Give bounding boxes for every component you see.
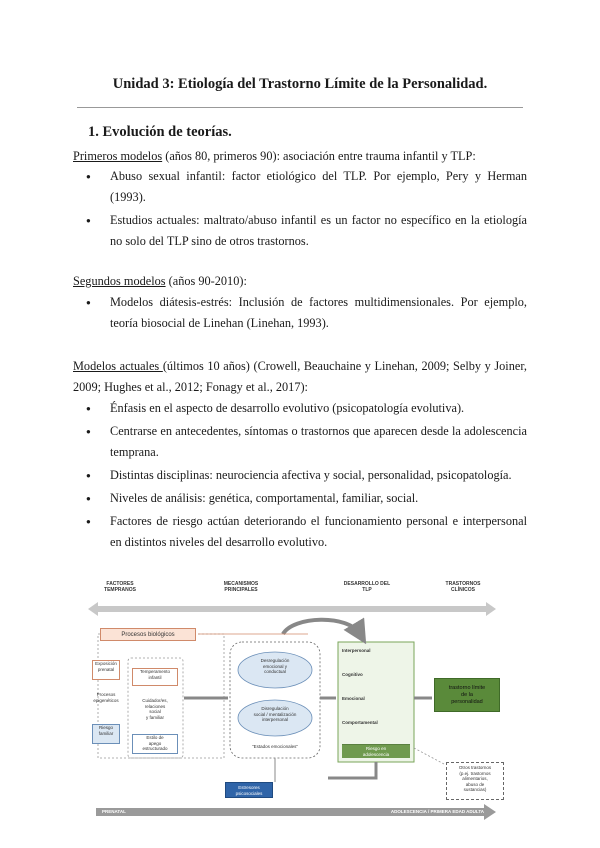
label-prenatal: PRENATAL [102,809,126,814]
list-item: ● Distintas disciplinas: neurociencia afectiva y social, personalidad, psicopatología. [83,465,527,486]
oval-caption: "Estados emocionales" [252,744,298,749]
box-exposicion: Exposición prenatal [92,660,120,680]
section-heading: 1. Evolución de teorías. [88,124,232,140]
col-label-mecanismos: MECANISMOS PRINCIPALES [223,581,259,593]
segundos-paragraph [73,271,527,292]
list-item: ● Estudios actuales: maltrato/abuso infantil es un factor no específico en la etiología no solo del TLP sino de otros trastornos. [83,210,527,252]
procesos-biologicos-box: Procesos biológicos [100,628,196,641]
box-apego: Estilo de apego estructurado [132,734,178,754]
page-title: Unidad 3: Etiología del Trastorno Límite de la Personalidad. [112,76,488,92]
box-epigeneticos: Procesos epigenéticos [93,692,119,703]
green-riesgo: Riesgo en adolescencia [342,744,410,758]
segundos-list [83,292,527,336]
primeros-paragraph [73,146,527,167]
green-comportamental: Comportamental [342,720,378,725]
green-interpersonal: Interpersonal [342,648,371,653]
etiology-diagram [88,578,524,826]
col-label-desarrollo: DESARROLLO DEL TLP [343,581,391,593]
primeros-list [83,166,527,254]
oval2-text: Disregulación social / mentalización interpersonal [253,706,297,722]
green-emocional: Emocional [342,696,365,701]
curved-arrow [283,620,360,634]
list-item: ● Factores de riesgo actúan deteriorando el funcionamiento personal e interpersonal en distintos niveles del desarrollo evolutivo. [83,511,527,553]
actuales-paragraph [73,356,527,398]
list-item: ● Abuso sexual infantil: factor etiológico del TLP. Por ejemplo, Pery y Herman (1993). [83,166,527,208]
oval1-text: Desregulación emocional y conductual [260,658,290,674]
list-item: ● Centrarse en antecedentes, síntomas o trastornos que aparecen desde la adolescencia temprana. [83,421,527,463]
box-otros-trastornos: Otros trastornos (p.ej. trastornos alimentarios, abuso de sustancias) [446,762,504,800]
list-item: ● Modelos diátesis-estrés: Inclusión de factores multidimensionales. Por ejemplo, teoría biosocial de Linehan (Linehan, 1993). [83,292,527,334]
actuales-list [83,398,527,555]
title-divider [77,107,523,108]
box-cuidadores: Cuidador/es, relaciones social y familiar [142,698,168,720]
col-label-factores: FACTORES TEMPRANOS [104,581,136,593]
col-label-trastornos: TRASTORNOS CLÍNICOS [445,581,481,593]
connector-other [414,748,444,764]
box-temperamento: Temperamento infantil [132,668,178,686]
tlp-box: trastorno límite de la personalidad [434,678,500,712]
label-adolescencia: ADOLESCENCIA / PRIMERA EDAD ADULTA [390,809,484,814]
actuales-text: (últimos 10 años) (Crowell, Beauchaine y Linehan, 2009; Selby y Joiner, 2009; Hughes et al., 2012; Fonagy et al., 2017): [73,359,527,394]
arrow-bottom-return [328,762,376,778]
primeros-text: (años 80, primeros 90): asociación entre trauma infantil y TLP: [162,149,476,163]
actuales-label: Modelos actuales [73,359,163,373]
list-item: ● Niveles de análisis: genética, comportamental, familiar, social. [83,488,527,509]
list-item: ● Énfasis en el aspecto de desarrollo evolutivo (psicopatología evolutiva). [83,398,527,419]
segundos-text: (años 90-2010): [165,274,247,288]
box-estresores: Estresores psicosociales [225,782,273,798]
primeros-label: Primeros modelos [73,149,163,163]
segundos-label: Segundos modelos [73,274,166,288]
timeline-top-arrow [88,602,496,616]
box-riesgo-familiar: Riesgo familiar [92,724,120,744]
green-cognitivo: Cognitivo [342,672,363,677]
